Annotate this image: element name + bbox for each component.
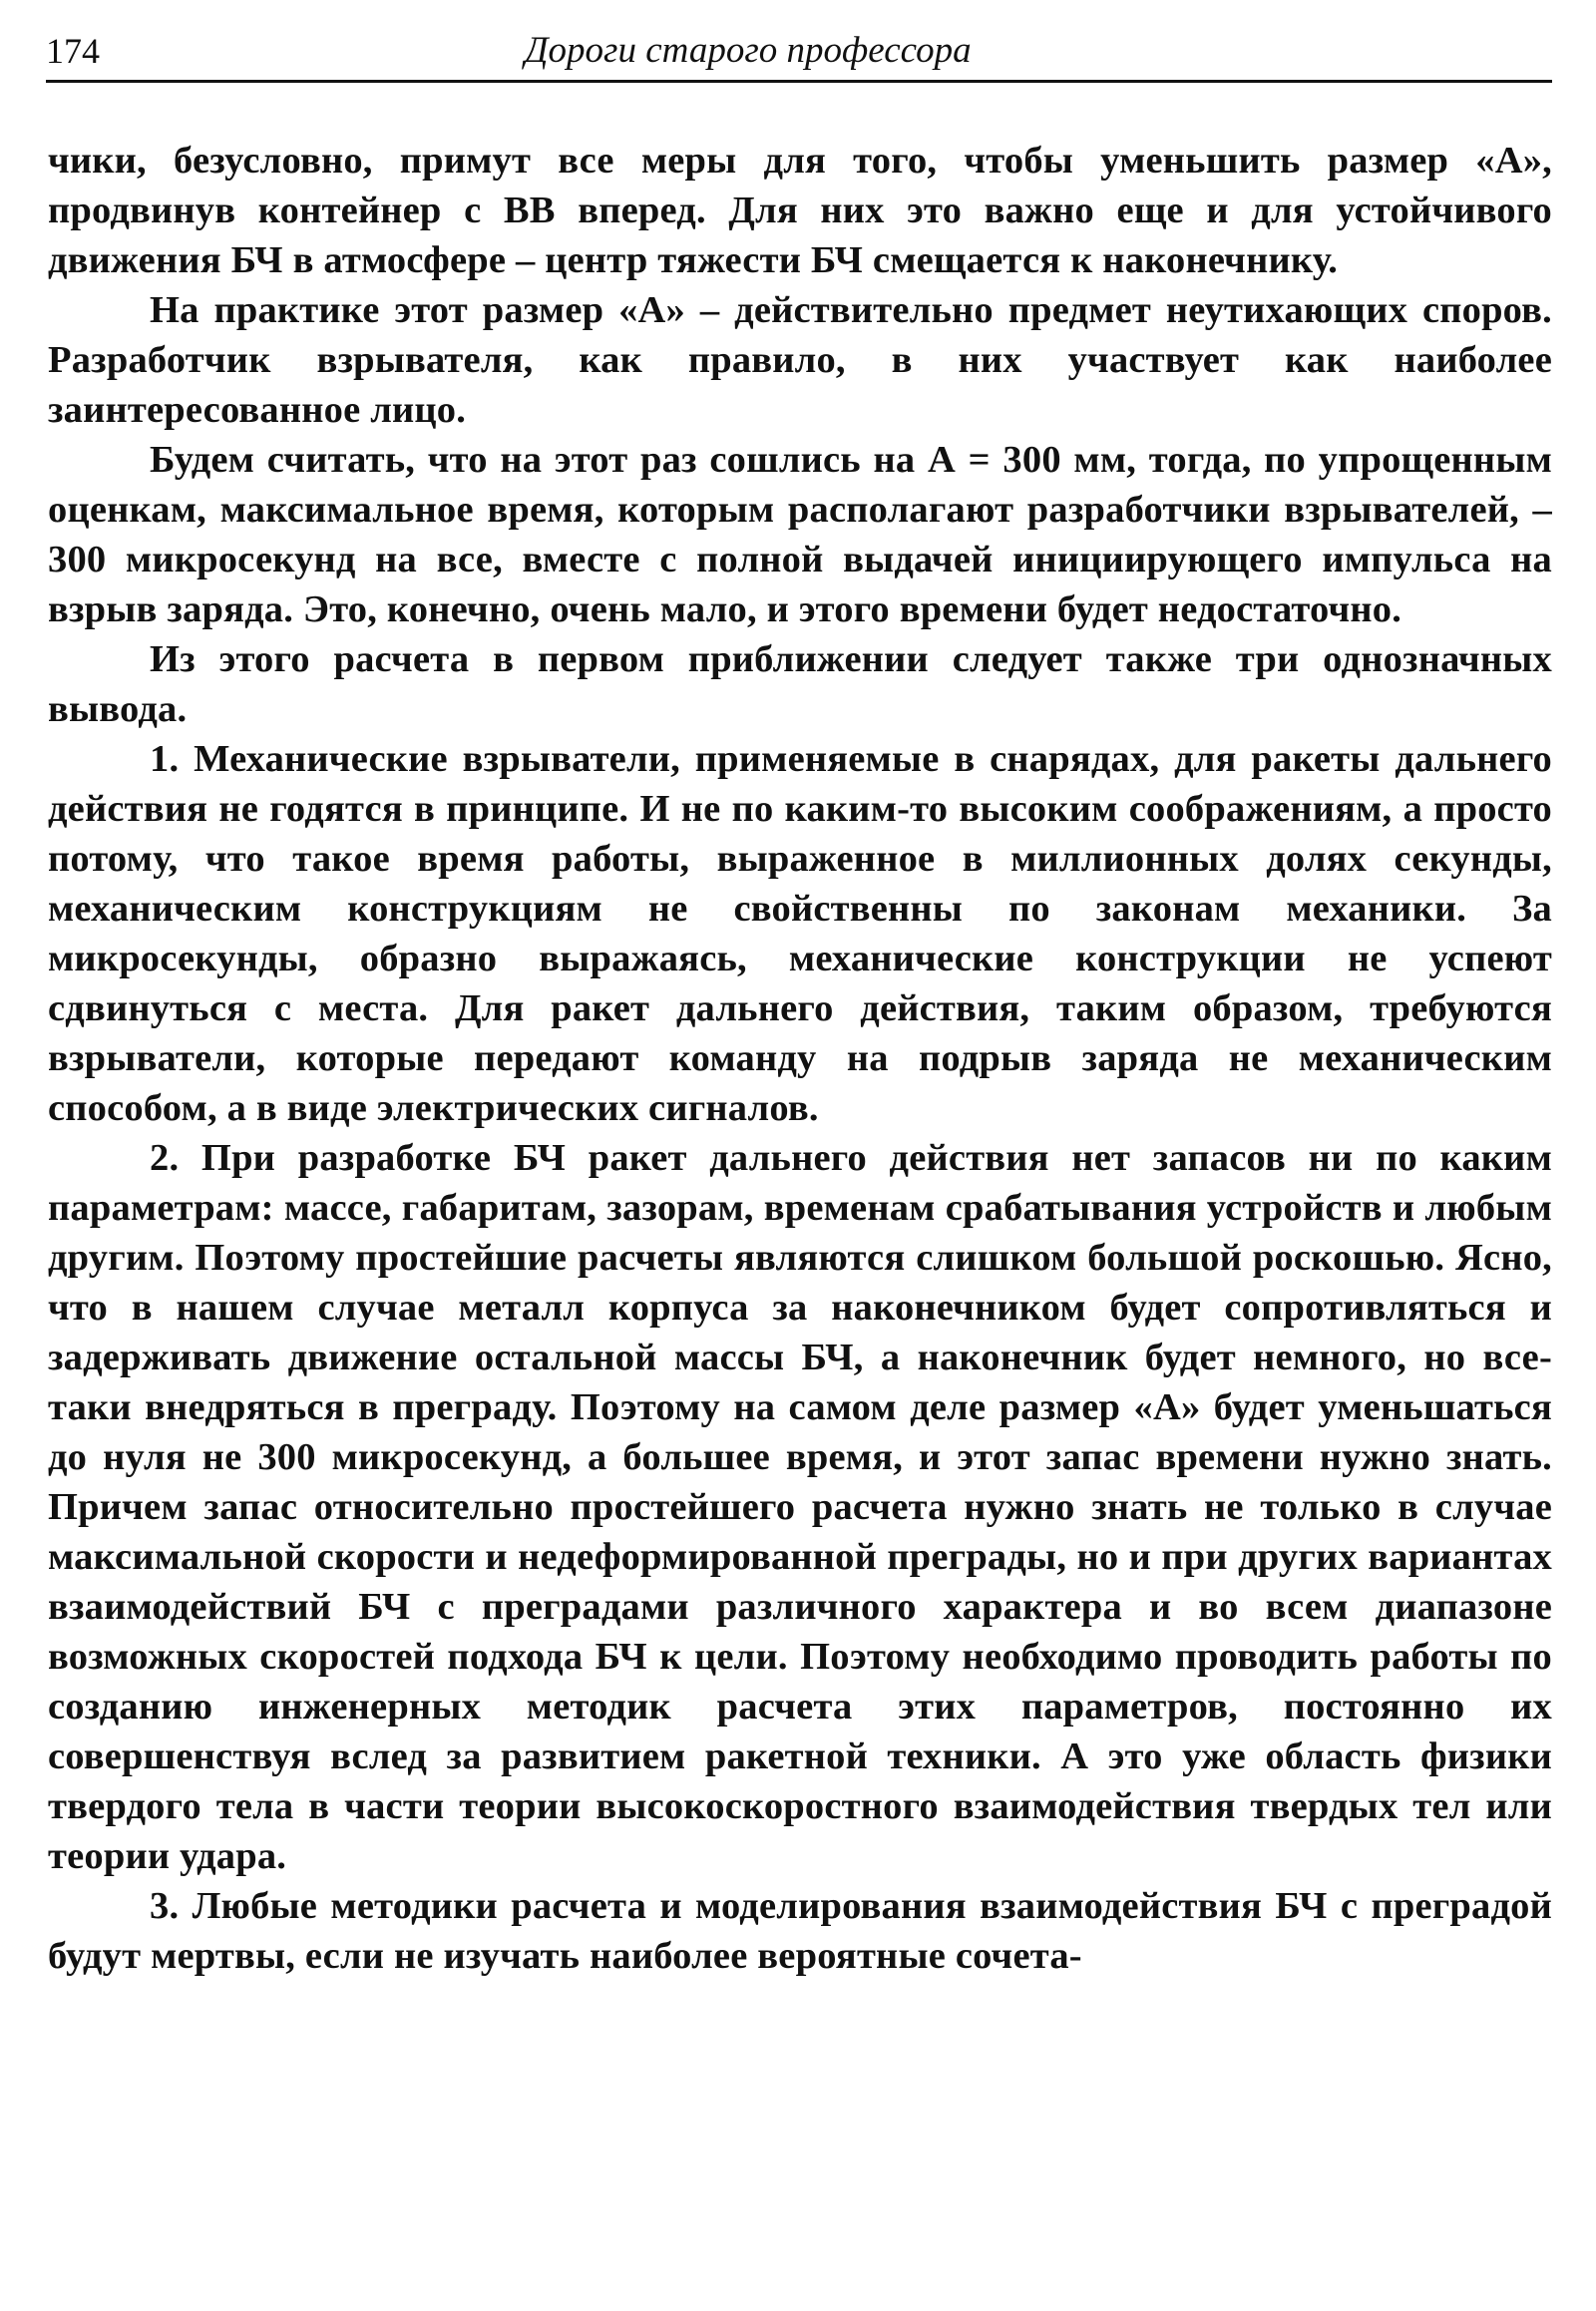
header-rule — [46, 80, 1552, 83]
list-item-paragraph: 3. Любые методики расчета и моделирования взаимодействия БЧ с преградой будут мертвы, если не изучать наиболее вероятные сочета- — [48, 1885, 1552, 1977]
list-item-paragraph: 1. Механические взрыватели, применяемые в снарядах, для ракеты дальнего действия не годятся в принципе. И не по каким-то высоким соображениям, а просто потому, что такое время работы, выраженное в миллионных долях секунды, механическим конструкциям не свойственны по законам механики. За микросекунды, образно выражаясь, механические конструкции не успеют сдвинуться с места. Для ракет дальнего действия, таким образом, требуются взрыватели, которые передают команду на подрыв заряда не механическим способом, а в виде электрических сигналов. — [48, 738, 1552, 1129]
list-item-paragraph: 2. При разработке БЧ ракет дальнего действия нет запасов ни по каким параметрам: массе, габаритам, зазорам, временам срабатывания устройств и любым другим. Поэтому простейшие расчеты являются слишком большой роскошью. Ясно, что в нашем случае металл корпуса за наконечником будет сопротивляться и задерживать движение остальной массы БЧ, а наконечник будет немного, но все-таки внедряться в преграду. Поэтому на самом деле размер «А» будет уменьшаться до нуля не 300 микросекунд, а большее время, и этот запас времени нужно знать. Причем запас относительно простейшего расчета нужно знать не только в случае максимальной скорости и недеформированной преграды, но и при других вариантах взаимодействий БЧ с преградами различного характера и во всем диапазоне возможных скоростей подхода БЧ к цели. Поэтому необходимо проводить работы по созданию инженерных методик расчета этих параметров, постоянно их совершенствуя вслед за развитием ракетной техники. А это уже область физики твердого тела в части теории высокоскоростного взаимодействия твердых тел или теории удара. — [48, 1137, 1552, 1877]
paragraph: Из этого расчета в первом приближении следует также три однозначных вывода. — [48, 638, 1552, 730]
paragraph: На практике этот размер «А» – действительно предмет неутихающих споров. Разработчик взрывателя, как правило, в них участвует как наиболее заинтересованное лицо. — [48, 289, 1552, 431]
paragraph: Будем считать, что на этот раз сошлись на А = 300 мм, тогда, по упрощенным оценкам, максимальное время, которым располагают разработчики взрывателей, – 300 микросекунд на все, вместе с полной выдачей инициирующего импульса на взрыв заряда. Это, конечно, очень мало, и этого времени будет недостаточно. — [48, 439, 1552, 630]
paragraph-continuation: чики, безусловно, примут все меры для того, чтобы уменьшить размер «А», продвинув контейнер с ВВ вперед. Для них это важно еще и для устойчивого движения БЧ в атмосфере – центр тяжести БЧ смещается к наконечнику. — [48, 140, 1552, 281]
body-text — [48, 136, 1552, 1981]
page-header — [46, 28, 1552, 80]
page-number: 174 — [46, 31, 100, 71]
running-title: Дороги старого профессора — [525, 30, 972, 71]
